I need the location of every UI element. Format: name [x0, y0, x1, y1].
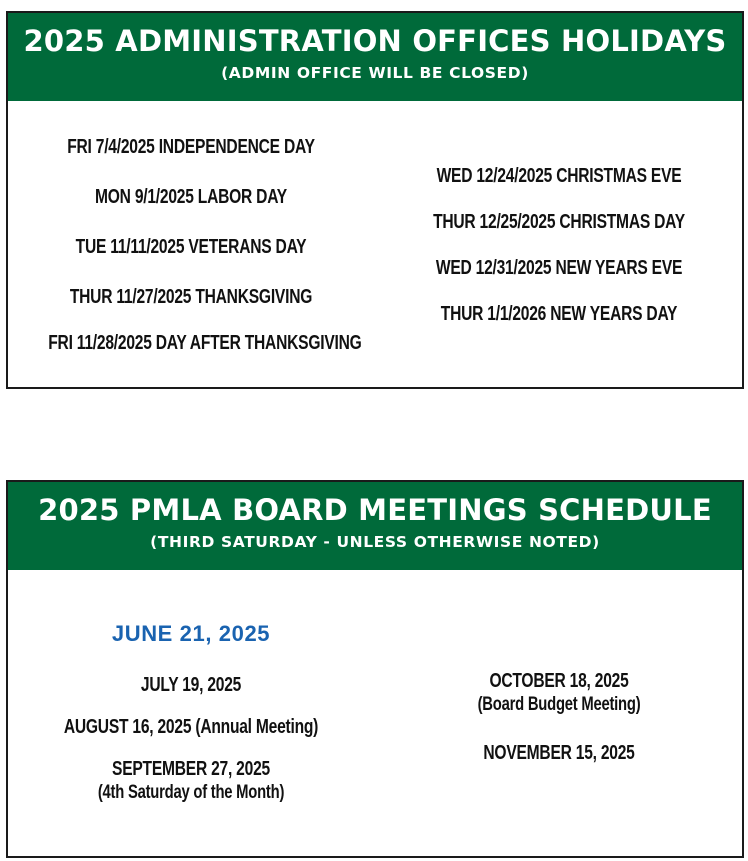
holiday-item: THUR 12/25/2025 CHRISTMAS DAY [433, 211, 685, 233]
meetings-header [8, 482, 742, 570]
holidays-subtitle: (ADMIN OFFICE WILL BE CLOSED) [221, 64, 529, 82]
holiday-item: WED 12/31/2025 NEW YEARS EVE [435, 257, 683, 279]
meetings-title: 2025 PMLA BOARD MEETINGS SCHEDULE [38, 493, 712, 527]
meeting-date-line: OCTOBER 18, 2025 [489, 670, 629, 692]
holidays-header [8, 13, 742, 101]
meeting-note: (4th Saturday of the Month) [97, 782, 285, 803]
holidays-title: 2025 ADMINISTRATION OFFICES HOLIDAYS [23, 24, 727, 58]
holiday-item: FRI 11/28/2025 DAY AFTER THANKSGIVING [48, 332, 362, 354]
holiday-item: WED 12/24/2025 CHRISTMAS EVE [436, 165, 682, 187]
meetings-subtitle: (THIRD SATURDAY - UNLESS OTHERWISE NOTED) [150, 533, 600, 551]
meeting-date-line: SEPTEMBER 27, 2025 [112, 758, 270, 780]
meeting-date: AUGUST 16, 2025 (Annual Meeting) [63, 716, 319, 738]
meeting-date-highlight: JUNE 21, 2025 [111, 621, 271, 646]
meeting-date: JULY 19, 2025 [140, 674, 242, 696]
holidays-panel [6, 11, 744, 389]
meeting-date [48, 757, 333, 805]
holiday-item: TUE 11/11/2025 VETERANS DAY [75, 236, 307, 258]
holiday-item: THUR 11/27/2025 THANKSGIVING [69, 286, 313, 308]
meetings-panel [6, 480, 744, 858]
meeting-note: (Board Budget Meeting) [477, 694, 641, 715]
meeting-date: NOVEMBER 15, 2025 [483, 742, 635, 764]
holiday-item: MON 9/1/2025 LABOR DAY [95, 186, 287, 208]
meeting-date [415, 669, 704, 717]
holiday-item: FRI 7/4/2025 INDEPENDENCE DAY [67, 136, 315, 158]
holiday-item: THUR 1/1/2026 NEW YEARS DAY [440, 303, 678, 325]
